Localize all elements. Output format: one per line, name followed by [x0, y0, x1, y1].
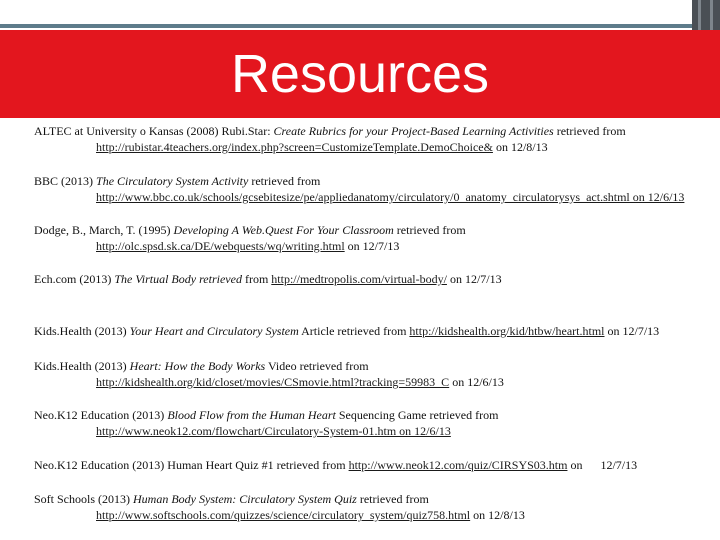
reference-link[interactable]: http://www.neok12.com/flowchart/Circulatory-System-01.htm on 12/6/13 — [96, 424, 451, 438]
reference-continuation — [34, 189, 684, 205]
reference-source — [34, 222, 466, 238]
reference-lead: ALTEC at University o Kansas (2008) Rubi.Star: — [34, 124, 274, 138]
reference-lead: Ech.com (2013) — [34, 272, 115, 286]
reference-title: Your Heart and Circulatory System — [129, 324, 299, 338]
reference-retrieved: Article retrieved from — [298, 324, 410, 338]
reference-lead: Soft Schools (2013) — [34, 492, 133, 506]
top-strip — [0, 0, 720, 22]
reference-date: on 12/6/13 — [449, 375, 504, 389]
reference-lead: BBC (2013) — [34, 174, 97, 188]
reference-item — [34, 271, 502, 287]
reference-item — [34, 222, 466, 254]
reference-retrieved: retrieved from — [393, 223, 466, 237]
reference-link[interactable]: http://kidshealth.org/kid/htbw/heart.html — [409, 324, 605, 338]
reference-continuation — [34, 139, 626, 155]
top-accent-line — [0, 24, 720, 28]
reference-date: on 12/7/13 — [446, 272, 502, 286]
reference-title: The Virtual Body retrieved — [114, 272, 242, 286]
reference-date: on 12/7/13 — [567, 458, 638, 472]
reference-source — [34, 358, 504, 374]
reference-continuation — [34, 374, 504, 390]
reference-link[interactable]: http://olc.spsd.sk.ca/DE/webquests/wq/writing.html — [96, 239, 345, 253]
reference-retrieved: retrieved from — [356, 492, 429, 506]
reference-link[interactable]: http://www.neok12.com/quiz/CIRSYS03.htm — [348, 458, 568, 472]
reference-retrieved: Sequencing Game retrieved from — [335, 408, 499, 422]
reference-date: on 12/8/13 — [492, 140, 548, 154]
reference-item — [34, 173, 684, 205]
reference-title: Human Body System: Circulatory System Quiz — [133, 492, 357, 506]
reference-source — [34, 457, 637, 473]
reference-lead: Kids.Health (2013) — [34, 324, 130, 338]
reference-lead: Neo.K12 Education (2013) — [34, 408, 168, 422]
reference-link[interactable]: http://medtropolis.com/virtual-body/ — [271, 272, 447, 286]
reference-title: Create Rubrics for your Project-Based Learning Activities — [273, 124, 554, 138]
reference-source — [34, 271, 502, 287]
reference-title: Developing A Web.Quest For Your Classroom — [173, 223, 394, 237]
reference-link[interactable]: http://www.bbc.co.uk/schools/gcsebitesize/pe/appliedanatomy/circulatory/0_anatomy_circulatorysys_act.shtml on 12/6/13 — [96, 190, 685, 204]
reference-title: Heart: How the Body Works — [129, 359, 266, 373]
reference-continuation — [34, 423, 498, 439]
reference-item — [34, 123, 626, 155]
reference-item — [34, 491, 525, 523]
reference-item — [34, 407, 498, 439]
reference-continuation — [34, 238, 466, 254]
reference-retrieved: retrieved from — [248, 174, 321, 188]
reference-link[interactable]: http://www.softschools.com/quizzes/science/circulatory_system/quiz758.html — [96, 508, 471, 522]
reference-item — [34, 323, 659, 339]
reference-date: on 12/7/13 — [604, 324, 660, 338]
reference-lead: Dodge, B., March, T. (1995) — [34, 223, 174, 237]
reference-retrieved: Video retrieved from — [265, 359, 369, 373]
reference-date: on 12/7/13 — [344, 239, 400, 253]
reference-continuation — [34, 507, 525, 523]
reference-source — [34, 491, 525, 507]
reference-retrieved: from — [241, 272, 272, 286]
reference-lead: Kids.Health (2013) — [34, 359, 130, 373]
reference-title: The Circulatory System Activity — [96, 174, 249, 188]
reference-source — [34, 173, 684, 189]
reference-title: Blood Flow from the Human Heart — [167, 408, 336, 422]
reference-lead: Neo.K12 Education (2013) Human Heart Quiz #1 retrieved from — [34, 458, 349, 472]
reference-item — [34, 358, 504, 390]
reference-item — [34, 457, 637, 473]
reference-retrieved: retrieved from — [553, 124, 626, 138]
reference-source — [34, 323, 659, 339]
reference-source — [34, 407, 498, 423]
reference-source — [34, 123, 626, 139]
reference-date: on 12/8/13 — [470, 508, 525, 522]
reference-link[interactable]: http://rubistar.4teachers.org/index.php?screen=CustomizeTemplate.DemoChoice& — [96, 140, 493, 154]
reference-link[interactable]: http://kidshealth.org/kid/closet/movies/CSmovie.html?tracking=59983_C — [96, 375, 450, 389]
slide-title: Resources — [230, 44, 490, 104]
